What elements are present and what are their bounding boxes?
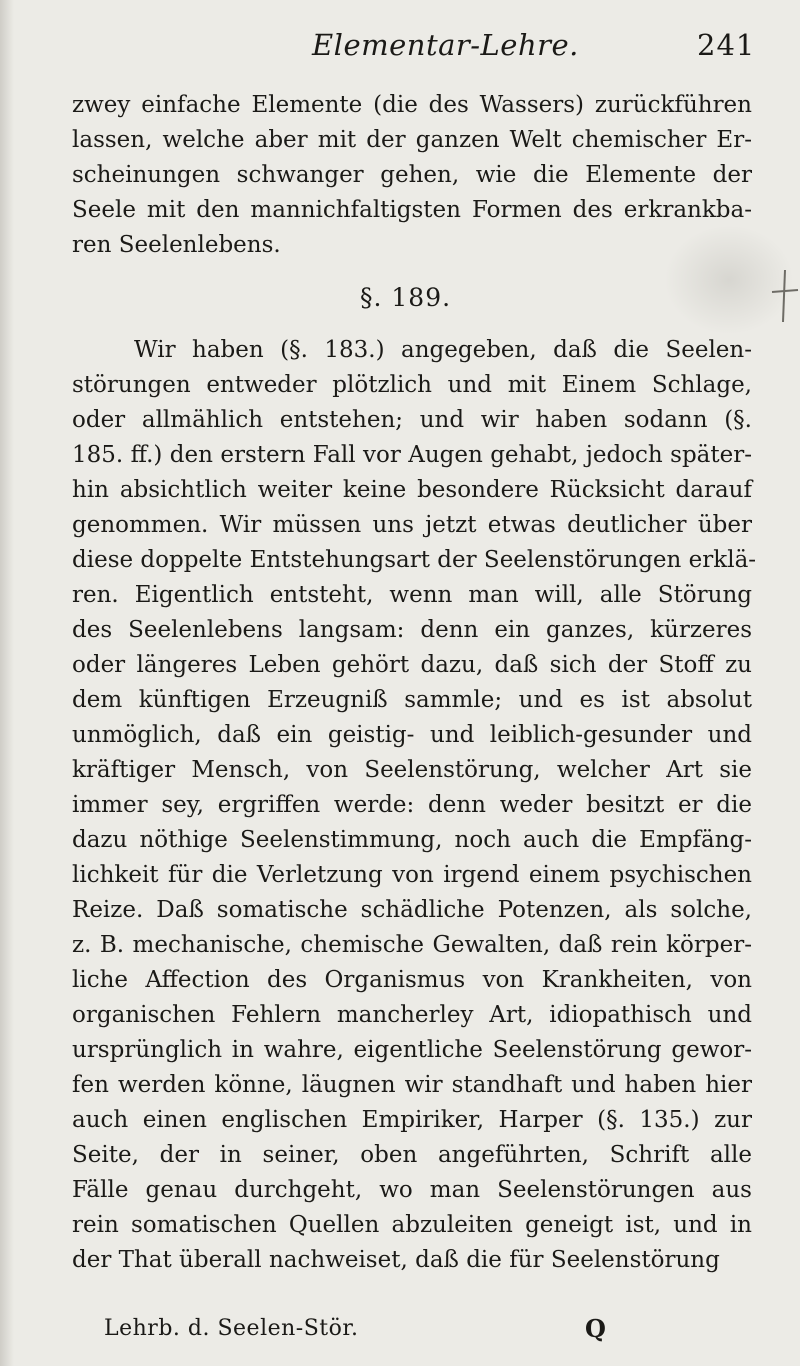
text-line: 185. ff.) den erstern Fall vor Augen gehabt, jedoch später-: [72, 442, 752, 468]
text-line: ursprünglich in wahre, eigentliche Seelenstörung gewor-: [72, 1037, 752, 1063]
paragraph-continuation: [72, 88, 752, 263]
text-line: oder längeres Leben gehört dazu, daß sich der Stoff zu: [72, 652, 752, 678]
text-line: organischen Fehlern mancherley Art, idiopathisch und: [72, 1002, 752, 1028]
text-line: scheinungen schwanger gehen, wie die Elemente der: [72, 162, 752, 188]
text-line: rein somatischen Quellen abzuleiten geneigt ist, und in: [72, 1212, 752, 1238]
page-number: 241: [697, 28, 756, 62]
text-line: Reize. Daß somatische schädliche Potenzen, als solche,: [72, 897, 752, 923]
text-line: kräftiger Mensch, von Seelenstörung, welcher Art sie: [72, 757, 752, 783]
text-line: liche Affection des Organismus von Krankheiten, von: [72, 967, 752, 993]
text-block: [72, 88, 757, 1278]
text-line: des Seelenlebens langsam: denn ein ganzes, kürzeres: [72, 617, 752, 643]
section-heading: §. 189.: [360, 283, 452, 312]
text-line: genommen. Wir müssen uns jetzt etwas deutlicher über: [72, 512, 752, 538]
text-line: der That überall nachweiset, daß die für Seelenstörung: [72, 1247, 720, 1273]
sheet-signature-mark: Q: [585, 1314, 606, 1343]
text-line: ren Seelenlebens.: [72, 232, 281, 258]
text-line: lassen, welche aber mit der ganzen Welt chemischer Er-: [72, 127, 752, 153]
text-line: auch einen englischen Empiriker, Harper (§. 135.) zur: [72, 1107, 752, 1133]
text-line: diese doppelte Entstehungsart der Seelenstörungen erklä-: [72, 547, 757, 573]
text-line: unmöglich, daß ein geistig- und leiblich-gesunder und: [72, 722, 752, 748]
text-line: zwey einfache Elemente (die des Wassers) zurückführen: [72, 92, 752, 118]
text-line: Seite, der in seiner, oben angeführten, Schrift alle: [72, 1142, 752, 1168]
text-line: störungen entweder plötzlich und mit Einem Schlage,: [72, 372, 752, 398]
binding-shadow: [0, 0, 14, 1366]
running-head-title: Elementar-Lehre.: [312, 28, 579, 62]
text-line: dem künftigen Erzeugniß sammle; und es ist absolut: [72, 687, 752, 713]
text-line: ren. Eigentlich entsteht, wenn man will, alle Störung: [72, 582, 752, 608]
text-line: hin absichtlich weiter keine besondere Rücksicht darauf: [72, 477, 752, 503]
signature-line: Lehrb. d. Seelen-Stör.: [104, 1316, 359, 1341]
text-line: lichkeit für die Verletzung von irgend einem psychischen: [72, 862, 752, 888]
paragraph-section-189: [72, 333, 757, 1278]
text-line: z. B. mechanische, chemische Gewalten, daß rein körper-: [72, 932, 752, 958]
text-line: oder allmählich entstehen; und wir haben sodann (§.: [72, 407, 752, 433]
text-line: fen werden könne, läugnen wir standhaft und haben hier: [72, 1072, 752, 1098]
text-line: Fälle genau durchgeht, wo man Seelenstörungen aus: [72, 1177, 752, 1203]
pencil-cross-mark: [770, 268, 800, 324]
text-line: Seele mit den mannichfaltigsten Formen des erkrankba-: [72, 197, 752, 223]
text-line: immer sey, ergriffen werde: denn weder besitzt er die: [72, 792, 752, 818]
text-line: Wir haben (§. 183.) angegeben, daß die Seelen-: [134, 337, 752, 363]
text-line: dazu nöthige Seelenstimmung, noch auch die Empfäng-: [72, 827, 752, 853]
